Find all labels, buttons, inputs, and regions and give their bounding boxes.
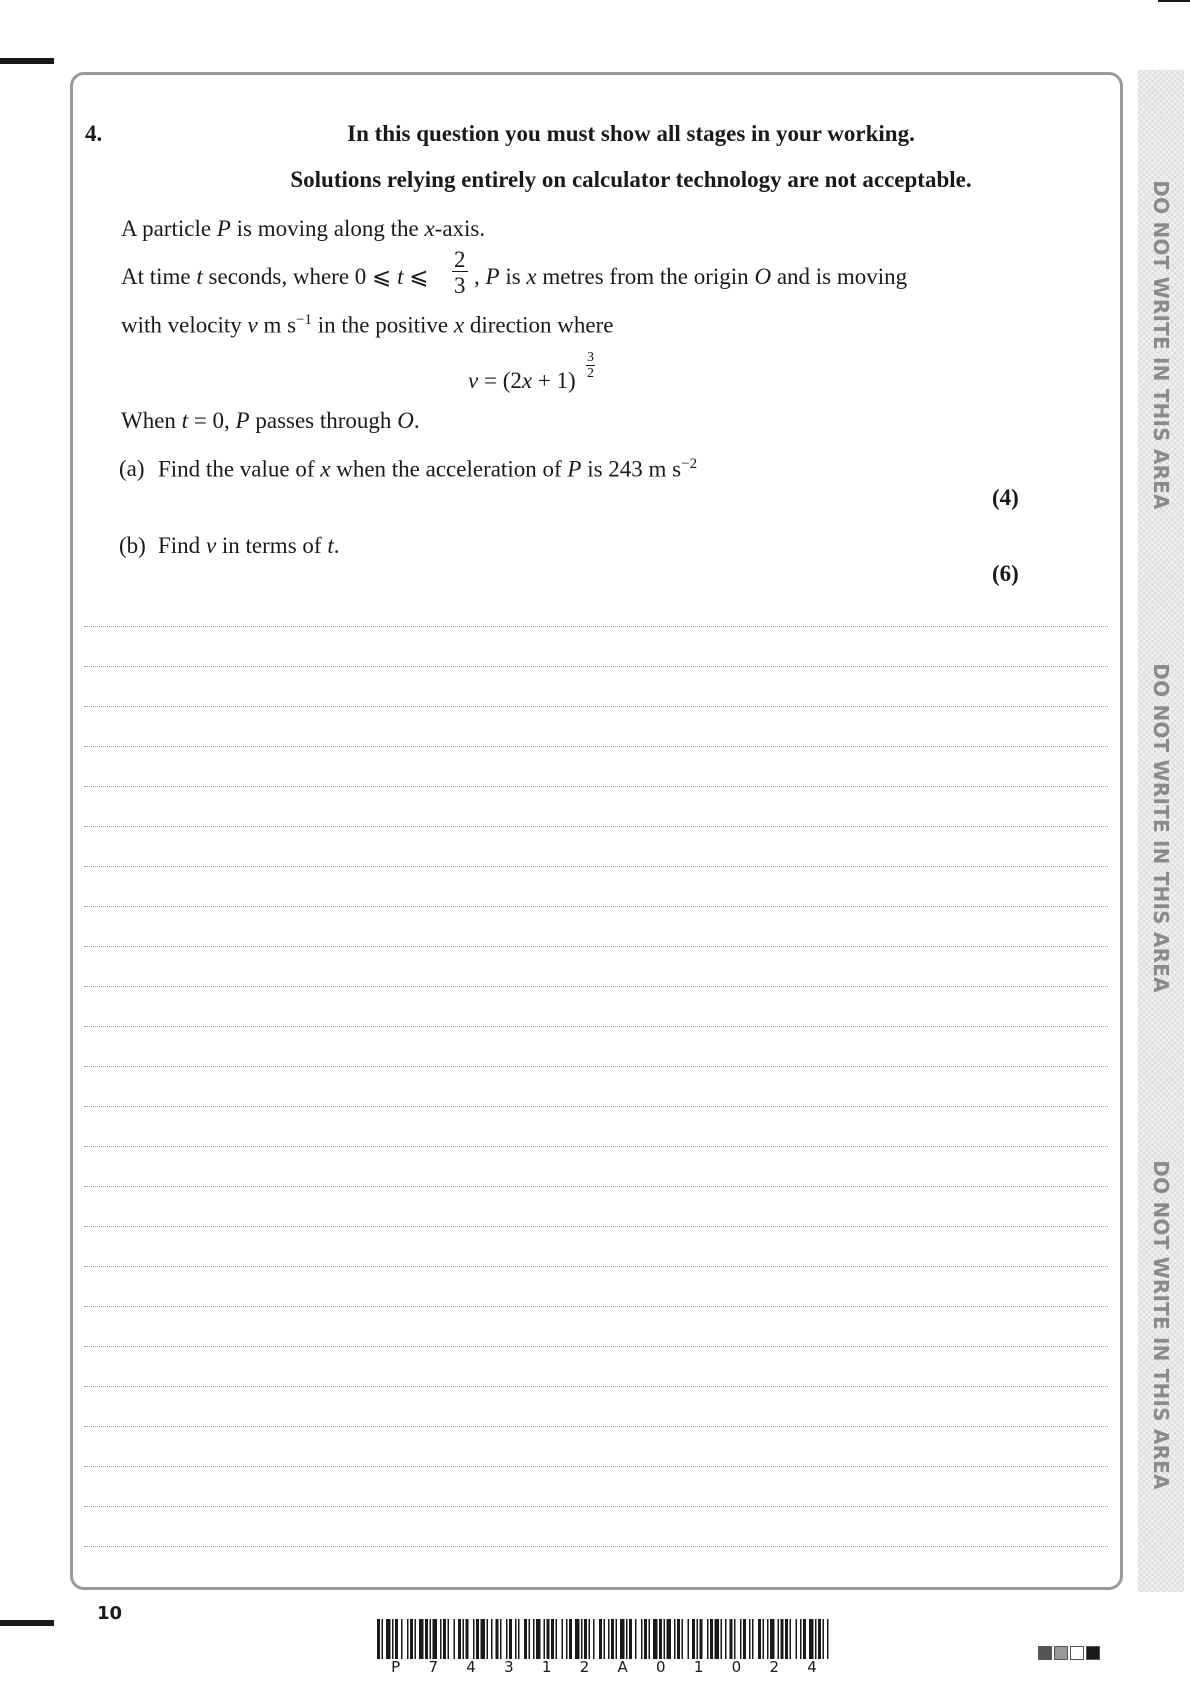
barcode-bar (377, 1619, 380, 1659)
barcode-bar (740, 1619, 742, 1659)
barcode-digit: 3 (504, 1658, 514, 1676)
barcode-bar (544, 1619, 546, 1659)
page-indicator-square-3 (1070, 1646, 1084, 1660)
barcode-bar (430, 1619, 432, 1659)
barcode-bar (620, 1619, 625, 1659)
barcode-bar (629, 1619, 632, 1659)
barcode-bar (487, 1619, 489, 1659)
barcode-bar (575, 1619, 580, 1659)
answer-line (84, 1426, 1108, 1427)
registration-mark-bottom-left (0, 1620, 54, 1626)
answer-line (84, 1506, 1108, 1507)
barcode-bar (604, 1619, 606, 1659)
barcode-bar (682, 1619, 684, 1659)
barcode-bar (818, 1619, 821, 1659)
barcode-bar (697, 1619, 699, 1659)
barcode-bar (476, 1619, 479, 1659)
barcode-bar (533, 1619, 535, 1659)
barcode-bar (599, 1619, 602, 1659)
barcode-bar (743, 1619, 746, 1659)
barcode-bar (611, 1619, 614, 1659)
page-indicator-square-4 (1086, 1646, 1100, 1660)
barcode-bar (730, 1619, 733, 1659)
barcode-bar (815, 1619, 817, 1659)
barcode-bar (809, 1619, 814, 1659)
barcode-bar (536, 1619, 541, 1659)
barcode-bar (653, 1619, 658, 1659)
time-bound-fraction: $\frac{2}{3}$ (454, 247, 466, 298)
barcode-digit: 1 (541, 1658, 552, 1676)
barcode-bar (692, 1619, 695, 1659)
barcode-bar (518, 1619, 520, 1659)
part-a-text: Find the value of x when the acceleration of P is 243 m $s^{-2}$ (158, 456, 698, 482)
barcode-bar (440, 1619, 442, 1659)
question-line-1: A particle P is moving along the x-axis. (121, 216, 486, 241)
answer-line (84, 986, 1108, 987)
barcode-bar (785, 1619, 788, 1659)
barcode-bar (566, 1619, 568, 1659)
barcode-bar (433, 1619, 438, 1659)
barcode-bar (419, 1619, 424, 1659)
barcode (377, 1619, 831, 1659)
barcode-bar (500, 1619, 502, 1659)
instruction-working: In this question you must show all stages in your working. (347, 121, 915, 146)
barcode-bar (425, 1619, 428, 1659)
barcode-bar (395, 1619, 398, 1659)
answer-line (84, 1026, 1108, 1027)
answer-frame (70, 72, 1123, 1590)
answer-line (84, 626, 1108, 627)
barcode-bar (770, 1619, 775, 1659)
barcode-digit: 4 (466, 1658, 476, 1676)
barcode-bar (641, 1619, 643, 1659)
barcode-bar (823, 1619, 825, 1659)
barcode-digit: A (617, 1658, 628, 1676)
barcode-digit: 2 (579, 1658, 590, 1676)
barcode-bar (491, 1619, 493, 1659)
answer-line (84, 786, 1108, 787)
barcode-digit: 0 (731, 1658, 742, 1676)
barcode-bar (392, 1619, 394, 1659)
page-indicator-square-1 (1038, 1646, 1052, 1660)
barcode-bar (466, 1619, 469, 1659)
barcode-bar (800, 1619, 802, 1659)
answer-line (84, 1146, 1108, 1147)
barcode-digit: P (391, 1658, 401, 1676)
barcode-bar (752, 1619, 754, 1659)
barcode-bar (415, 1619, 417, 1659)
answer-line (84, 1466, 1108, 1467)
answer-line (84, 946, 1108, 947)
barcode-bar (778, 1619, 780, 1659)
barcode-bar (734, 1619, 736, 1659)
answer-line (84, 666, 1108, 667)
question-line-2b: , P is x metres from the origin O and is moving (474, 264, 908, 289)
velocity-equation: v = (2x + 1) (468, 368, 576, 393)
answer-line (84, 1346, 1108, 1347)
part-b-text: Find v in terms of t. (158, 533, 340, 558)
barcode-bar (547, 1619, 550, 1659)
answer-line (84, 746, 1108, 747)
answer-line (84, 1106, 1108, 1107)
barcode-bar (382, 1619, 384, 1659)
barcode-digit: 2 (769, 1658, 780, 1676)
barcode-bar (496, 1619, 499, 1659)
barcode-bar (458, 1619, 461, 1659)
barcode-bar (710, 1619, 713, 1659)
part-b-label: (b) (119, 533, 146, 558)
barcode-bar (593, 1619, 595, 1659)
answer-line (84, 826, 1108, 827)
answer-line (84, 1186, 1108, 1187)
registration-mark-top-right (1158, 0, 1190, 2)
question-number: 4. (85, 121, 103, 146)
barcode-bar (386, 1619, 391, 1659)
barcode-bar (644, 1619, 647, 1659)
barcode-digit: 4 (807, 1658, 817, 1676)
barcode-bar (506, 1619, 508, 1659)
answer-line (84, 1546, 1108, 1547)
barcode-bar (448, 1619, 450, 1659)
barcode-bar (707, 1619, 709, 1659)
barcode-bar (529, 1619, 531, 1659)
instruction-calculator: Solutions relying entirely on calculator technology are not acceptable. (290, 167, 972, 192)
question-line-3: with velocity v m $s^{-1}$ in the positive x direction where (121, 312, 614, 338)
velocity-exponent: $\frac{3}{2}$ (587, 350, 594, 381)
answer-line (84, 1066, 1108, 1067)
barcode-bar (524, 1619, 527, 1659)
barcode-bar (443, 1619, 446, 1659)
part-a-label: (a) (119, 456, 145, 481)
part-a-marks: (4) (992, 485, 1019, 510)
barcode-bar (763, 1619, 765, 1659)
barcode-bar (481, 1619, 486, 1659)
barcode-bar (509, 1619, 512, 1659)
barcode-bar (626, 1619, 628, 1659)
barcode-bar (715, 1619, 720, 1659)
barcode-bar (700, 1619, 703, 1659)
barcode-digits (377, 1658, 831, 1678)
barcode-bar (721, 1619, 723, 1659)
barcode-bar (749, 1619, 751, 1659)
barcode-bar (608, 1619, 610, 1659)
barcode-bar (664, 1619, 666, 1659)
barcode-bar (584, 1619, 587, 1659)
question-line-2a: At time t seconds, where 0 ⩽ t ⩽ (121, 264, 429, 289)
barcode-digit: 7 (428, 1658, 438, 1676)
barcode-bar (649, 1619, 651, 1659)
barcode-bar (767, 1619, 769, 1659)
barcode-bar (667, 1619, 672, 1659)
answer-line (84, 1226, 1108, 1227)
barcode-bar (515, 1619, 517, 1659)
barcode-bar (635, 1619, 637, 1659)
answer-line (84, 1306, 1108, 1307)
barcode-bar (781, 1619, 784, 1659)
answer-line (84, 866, 1108, 867)
barcode-bar (790, 1619, 792, 1659)
barcode-bar (725, 1619, 727, 1659)
barcode-bar (551, 1619, 554, 1659)
barcode-bar (562, 1619, 564, 1659)
barcode-bar (569, 1619, 572, 1659)
barcode-bar (796, 1619, 798, 1659)
registration-mark-top-left (0, 58, 54, 64)
barcode-bar (473, 1619, 475, 1659)
barcode-digit: 0 (656, 1658, 666, 1676)
barcode-bar (556, 1619, 558, 1659)
barcode-bar (659, 1619, 662, 1659)
barcode-bar (410, 1619, 413, 1659)
barcode-bar (616, 1619, 618, 1659)
answer-line (84, 1386, 1108, 1387)
barcode-bar (758, 1619, 761, 1659)
question-line-4: When t = 0, P passes through O. (121, 408, 420, 433)
barcode-bar (803, 1619, 806, 1659)
page-indicator-square-2 (1054, 1646, 1068, 1660)
part-b-marks: (6) (992, 561, 1019, 586)
barcode-bar (581, 1619, 583, 1659)
page-number: 10 (97, 1603, 123, 1624)
barcode-bar (407, 1619, 409, 1659)
barcode-bar (674, 1619, 676, 1659)
side-margin-strip: DO NOT WRITE IN THIS AREA DO NOT WRITE IN THIS AREA DO NOT WRITE IN THIS AREA (1138, 70, 1184, 1592)
barcode-bar (827, 1619, 829, 1659)
answer-line (84, 906, 1108, 907)
answer-line (84, 706, 1108, 707)
answer-line (84, 1266, 1108, 1267)
barcode-bar (463, 1619, 465, 1659)
barcode-bar (688, 1619, 690, 1659)
barcode-bar (677, 1619, 680, 1659)
barcode-bar (589, 1619, 591, 1659)
barcode-bar (401, 1619, 403, 1659)
barcode-digit: 1 (693, 1658, 704, 1676)
barcode-bar (454, 1619, 456, 1659)
